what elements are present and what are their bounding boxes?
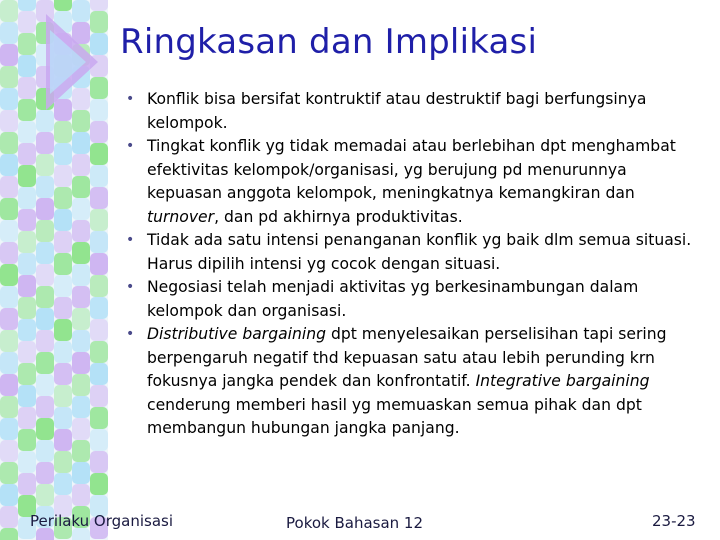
sidebar-tile [72, 374, 90, 396]
sidebar-tile [18, 11, 36, 33]
sidebar-tile [0, 22, 18, 44]
bullet-text: Tingkat konflik yg tidak memadai atau berlebihan dpt menghambat efektivitas kelompok/organisasi, yg berujung pd menurunnya kepuasan anggota kelompok, meningkatnya kemangkiran dan [147, 137, 676, 202]
sidebar-tile [36, 264, 54, 286]
sidebar-tile [72, 286, 90, 308]
sidebar-tile [36, 374, 54, 396]
sidebar-tile [54, 341, 72, 363]
bullet-text: Konflik bisa bersifat kontruktif atau destruktif bagi berfungsinya kelompok. [147, 90, 647, 132]
sidebar-tile [18, 341, 36, 363]
sidebar-tile [18, 407, 36, 429]
bullet-marker: • [126, 138, 135, 154]
sidebar-tile [36, 220, 54, 242]
bullet-item [120, 88, 700, 135]
sidebar-tile [18, 253, 36, 275]
sidebar-tile [72, 418, 90, 440]
footer-course-name: Perilaku Organisasi [30, 512, 174, 530]
sidebar-tile [0, 220, 18, 242]
sidebar-tile [18, 275, 36, 297]
sidebar-tile [90, 363, 108, 385]
sidebar-tile [90, 187, 108, 209]
sidebar-tile [0, 528, 18, 540]
sidebar-tile [18, 165, 36, 187]
sidebar-tile [18, 209, 36, 231]
sidebar-tile [72, 132, 90, 154]
sidebar-tile [0, 462, 18, 484]
sidebar-tile [54, 385, 72, 407]
sidebar-tile [54, 473, 72, 495]
sidebar-tile [0, 484, 18, 506]
bullet-text: cenderung memberi hasil yg memuaskan semua pihak dan dpt membangun hubungan jangka panjang. [147, 395, 642, 437]
bullet-item [120, 276, 700, 323]
sidebar-tile [90, 451, 108, 473]
sidebar-tile [54, 363, 72, 385]
sidebar-tile [18, 121, 36, 143]
sidebar-tile [72, 198, 90, 220]
sidebar-tile [54, 143, 72, 165]
sidebar-tile [0, 374, 18, 396]
bullet-text: , dan pd akhirnya produktivitas. [214, 207, 463, 226]
sidebar-tile [0, 88, 18, 110]
bullet-text: Tidak ada satu intensi penanganan konflik yg baik dlm semua situasi. Harus dipilih intensi yg cocok dengan situasi. [147, 231, 692, 273]
sidebar-tile [72, 462, 90, 484]
sidebar-tile [18, 187, 36, 209]
footer-chapter: Pokok Bahasan 12 [286, 514, 424, 532]
sidebar-tile [90, 429, 108, 451]
sidebar-tile [36, 198, 54, 220]
bullet-italic-text: Distributive bargaining [147, 325, 326, 343]
sidebar-tile [18, 385, 36, 407]
bullet-marker: • [126, 91, 135, 107]
sidebar-tile [72, 396, 90, 418]
sidebar-tile [54, 319, 72, 341]
sidebar-tile [90, 473, 108, 495]
sidebar-tile [90, 209, 108, 231]
sidebar-tile [72, 330, 90, 352]
sidebar-tile [18, 297, 36, 319]
bullet-marker: • [126, 279, 135, 295]
sidebar-tile [0, 242, 18, 264]
sidebar-tile [36, 396, 54, 418]
sidebar-tile [0, 330, 18, 352]
sidebar-tile [72, 264, 90, 286]
bullet-italic-text: Integrative bargaining [475, 372, 650, 390]
sidebar-tile [54, 165, 72, 187]
sidebar-tile [0, 0, 18, 22]
bullet-list [120, 88, 700, 441]
sidebar-tile [0, 396, 18, 418]
sidebar-tile [54, 429, 72, 451]
sidebar-tile [0, 418, 18, 440]
sidebar-tile [36, 154, 54, 176]
sidebar-tile [0, 132, 18, 154]
bullet-item [120, 135, 700, 229]
sidebar-tile [72, 242, 90, 264]
sidebar-tile [36, 330, 54, 352]
sidebar-tile [0, 506, 18, 528]
sidebar-tile [18, 33, 36, 55]
sidebar-tile [18, 363, 36, 385]
bullet-marker: • [126, 232, 135, 248]
sidebar-tile [36, 242, 54, 264]
sidebar-tile [36, 352, 54, 374]
sidebar-tile [36, 308, 54, 330]
sidebar-tile [72, 176, 90, 198]
sidebar-tile [18, 55, 36, 77]
sidebar-tile [18, 143, 36, 165]
bullet-item [120, 323, 700, 441]
bullet-item [120, 229, 700, 276]
sidebar-tile [72, 352, 90, 374]
sidebar-tile [36, 132, 54, 154]
bullet-text: dpt menyelesaikan perselisihan tapi sering berpengaruh negatif thd kepuasan satu atau lebih perunding krn fokusnya jangka pendek dan konfrontatif. [147, 325, 667, 390]
sidebar-tile [0, 176, 18, 198]
sidebar-tile [36, 110, 54, 132]
sidebar-tile [0, 154, 18, 176]
sidebar-tile [36, 286, 54, 308]
sidebar-tile [18, 231, 36, 253]
sidebar-tile [54, 209, 72, 231]
sidebar-tile [90, 0, 108, 11]
sidebar-tile [90, 341, 108, 363]
sidebar-tile [72, 154, 90, 176]
bullet-marker: • [126, 326, 135, 342]
sidebar-tile [54, 121, 72, 143]
sidebar-tile [90, 319, 108, 341]
sidebar-tile [36, 418, 54, 440]
sidebar-tile [72, 308, 90, 330]
sidebar-tile [36, 176, 54, 198]
sidebar-tile [36, 440, 54, 462]
sidebar-tile [54, 407, 72, 429]
sidebar-tile [54, 297, 72, 319]
sidebar-tile [72, 110, 90, 132]
footer-page-number: 23-23 [652, 512, 696, 530]
sidebar-tile [0, 66, 18, 88]
sidebar-tile [0, 286, 18, 308]
sidebar-tile [0, 308, 18, 330]
sidebar-tile [18, 77, 36, 99]
sidebar-tile [0, 352, 18, 374]
sidebar-tile [0, 198, 18, 220]
sidebar-column [0, 0, 18, 540]
sidebar-tile [18, 451, 36, 473]
sidebar-tile [90, 165, 108, 187]
arrow-highlight-icon [50, 30, 86, 94]
sidebar-tile [90, 385, 108, 407]
sidebar-tile [90, 121, 108, 143]
sidebar-tile [0, 110, 18, 132]
sidebar-tile [0, 44, 18, 66]
slide-title: Ringkasan dan Implikasi [120, 22, 538, 62]
sidebar-tile [18, 0, 36, 11]
bullet-italic-text: turnover [147, 207, 215, 226]
sidebar-tile [54, 275, 72, 297]
sidebar-tile [18, 99, 36, 121]
sidebar-tile [90, 297, 108, 319]
sidebar-tile [18, 473, 36, 495]
sidebar-tile [18, 429, 36, 451]
sidebar-tile [90, 407, 108, 429]
sidebar-tile [0, 264, 18, 286]
sidebar-tile [72, 484, 90, 506]
sidebar-tile [54, 0, 72, 11]
sidebar-tile [54, 187, 72, 209]
sidebar-tile [90, 143, 108, 165]
sidebar-tile [36, 462, 54, 484]
sidebar-tile [54, 451, 72, 473]
sidebar-tile [90, 253, 108, 275]
sidebar-tile [54, 231, 72, 253]
sidebar-tile [54, 253, 72, 275]
sidebar-tile [90, 231, 108, 253]
sidebar-tile [90, 275, 108, 297]
sidebar-tile [72, 440, 90, 462]
sidebar-tile [36, 484, 54, 506]
bullet-text: Negosiasi telah menjadi aktivitas yg berkesinambungan dalam kelompok dan organisasi. [147, 278, 639, 320]
sidebar-column [18, 0, 36, 540]
sidebar-tile [18, 319, 36, 341]
sidebar-tile [72, 220, 90, 242]
sidebar-tile [0, 440, 18, 462]
